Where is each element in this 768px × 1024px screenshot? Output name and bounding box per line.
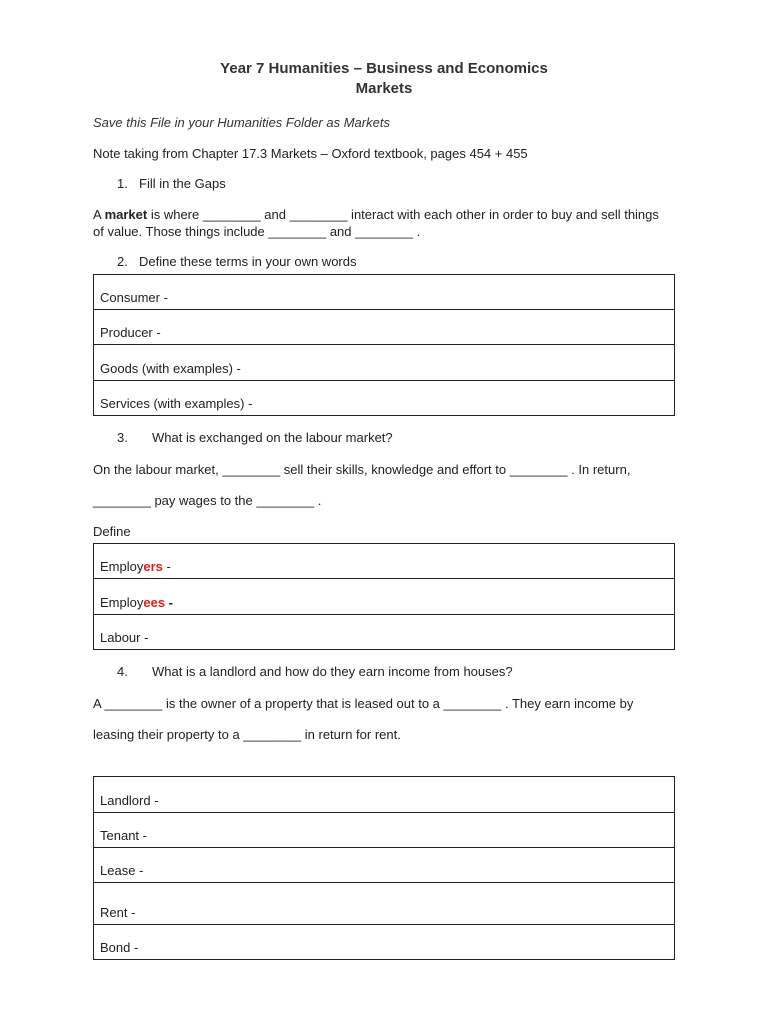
table-row: [94, 579, 675, 615]
table-row: [94, 310, 675, 345]
definition-cell[interactable]: Producer -: [94, 310, 675, 345]
definition-cell[interactable]: Labour -: [94, 615, 675, 650]
question-2-heading: [117, 254, 356, 269]
definition-cell[interactable]: Goods (with examples) -: [94, 345, 675, 381]
definitions-table-3: [93, 776, 675, 960]
question-1-number: 1.: [117, 176, 128, 191]
employers-suffix: ers: [143, 559, 163, 574]
table-row: [94, 777, 675, 813]
question-3-heading: [117, 430, 393, 445]
employees-suffix: ees: [143, 595, 166, 610]
definition-cell[interactable]: [94, 544, 675, 579]
table-row: [94, 813, 675, 848]
definition-cell[interactable]: Bond -: [94, 925, 675, 960]
question-3-number: 3.: [117, 430, 128, 445]
save-instruction: Save this File in your Humanities Folder as Markets: [93, 115, 390, 130]
define-label: Define: [93, 524, 131, 539]
question-4-heading: [117, 664, 513, 679]
question-4-line-2: leasing their property to a ________ in return for rent.: [93, 727, 401, 742]
table-row: [94, 925, 675, 960]
question-1-heading: [117, 176, 226, 191]
table-row: [94, 544, 675, 579]
definition-cell[interactable]: Consumer -: [94, 275, 675, 310]
question-3-line-2: ________ pay wages to the ________ .: [93, 493, 322, 508]
question-4-title: What is a landlord and how do they earn income from houses?: [152, 664, 513, 679]
table-row: [94, 615, 675, 650]
q1-text-b: is where ________ and ________ interact with each other in order to buy and sell things: [147, 207, 659, 222]
definition-cell[interactable]: Tenant -: [94, 813, 675, 848]
employees-stem: Employ: [100, 595, 144, 610]
table-row: [94, 381, 675, 416]
page-title: Year 7 Humanities – Business and Economics: [220, 60, 548, 77]
question-3-title: What is exchanged on the labour market?: [152, 430, 393, 445]
page-subtitle: Markets: [355, 80, 413, 97]
question-2-title: Define these terms in your own words: [139, 254, 357, 269]
definitions-table-1: [93, 274, 675, 416]
question-1-paragraph-line-1: [93, 206, 675, 223]
employees-dash: -: [165, 595, 174, 610]
definition-cell[interactable]: [94, 579, 675, 615]
definition-cell[interactable]: Rent -: [94, 883, 675, 925]
definition-cell[interactable]: Lease -: [94, 848, 675, 883]
definitions-table-2: [93, 543, 675, 650]
question-2-number: 2.: [117, 254, 128, 269]
q1-term-market: market: [104, 207, 148, 222]
definition-cell[interactable]: Services (with examples) -: [94, 381, 675, 416]
table-row: [94, 275, 675, 310]
table-row: [94, 883, 675, 925]
question-1-title: Fill in the Gaps: [139, 176, 226, 191]
table-row: [94, 345, 675, 381]
employers-stem: Employ: [100, 559, 144, 574]
question-4-number: 4.: [117, 664, 128, 679]
question-3-line-1: On the labour market, ________ sell their skills, knowledge and effort to ________ . In return,: [93, 462, 631, 477]
employers-dash: -: [162, 559, 171, 574]
question-1-paragraph-line-2: of value. Those things include ________ and ________ .: [93, 224, 421, 239]
question-4-line-1: A ________ is the owner of a property that is leased out to a ________ . They earn income by: [93, 696, 634, 711]
q1-text-a: A: [93, 207, 105, 222]
table-row: [94, 848, 675, 883]
note-taking-source: Note taking from Chapter 17.3 Markets – Oxford textbook, pages 454 + 455: [93, 146, 528, 161]
definition-cell[interactable]: Landlord -: [94, 777, 675, 813]
